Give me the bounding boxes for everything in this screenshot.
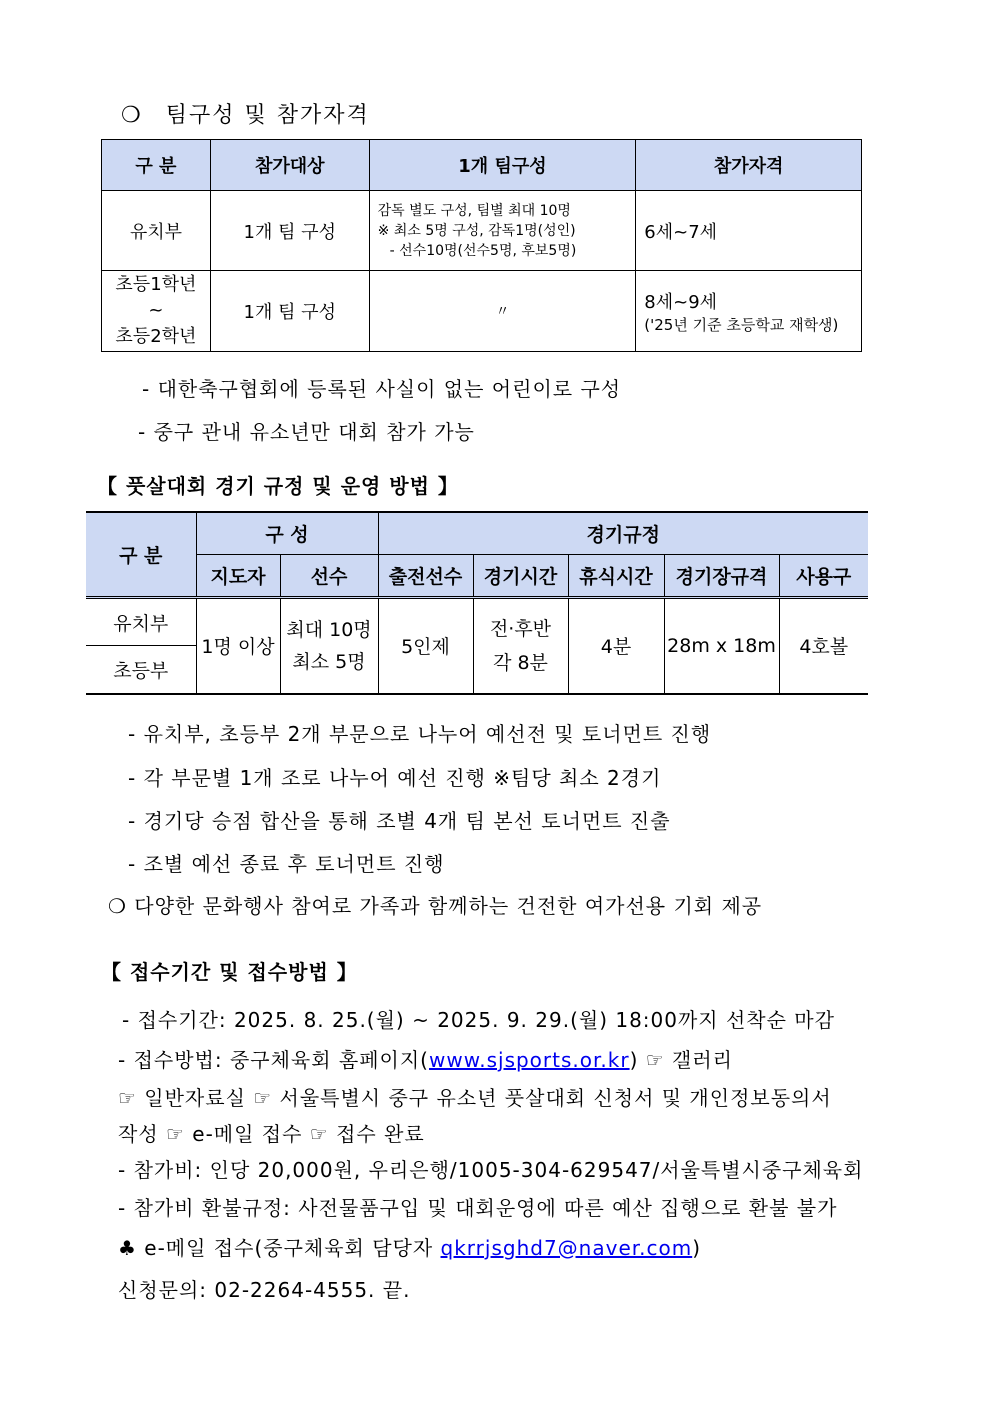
category-line: 초등2학년 [115, 326, 197, 347]
category-cell [102, 271, 211, 352]
rule-note: - 유치부, 초등부 2개 부문으로 나누어 예선전 및 토너먼트 진행 [128, 722, 712, 746]
refund-line: - 참가비 환불규정: 사전물품구입 및 대회운영에 따른 예산 집행으로 환불 불가 [118, 1196, 838, 1220]
team-line: ※ 최소 5명 구성, 감독1명(성인) [377, 222, 576, 239]
header-group-rules: 경기규정 [378, 512, 868, 555]
category-cell: 유치부 [86, 598, 196, 646]
subheader-coach: 지도자 [196, 555, 280, 598]
subheader-ball: 사용구 [779, 555, 868, 598]
email-prefix: ♣ e-메일 접수(중구체육회 담당자 [118, 1236, 441, 1260]
team-line: 감독 별도 구성, 팀별 최대 10명 [377, 202, 571, 219]
header-category: 구 분 [102, 140, 211, 191]
rule-note: - 경기당 승점 합산을 통해 조별 4개 팀 본선 토너먼트 진출 [128, 809, 671, 833]
culture-note: ❍ 다양한 문화행사 참여로 가족과 함께하는 건전한 여가선용 기회 제공 [108, 894, 763, 918]
team-composition-table [101, 139, 862, 352]
time-line: 각 8분 [493, 651, 548, 674]
section3-heading: 【 접수기간 및 접수방법 】 [101, 960, 358, 984]
team-line: - 선수10명(선수5명, 후보5명) [389, 242, 577, 259]
period-line: - 접수기간: 2025. 8. 25.(월) ~ 2025. 9. 29.(월) 18:00까지 선착순 마감 [122, 1008, 835, 1032]
email-suffix: ) [692, 1236, 702, 1260]
subheader-players: 선수 [280, 555, 378, 598]
qualification-cell [636, 271, 862, 352]
category-cell: 유치부 [102, 191, 211, 271]
table-header-row [102, 140, 862, 191]
table-row [102, 191, 862, 271]
inquiry-line: 신청문의: 02-2264-4555. 끝. [118, 1278, 411, 1302]
rules-table [86, 511, 868, 695]
fee-line: - 참가비: 인당 20,000원, 우리은행/1005-304-629547/서울특별시중구체육회 [118, 1158, 864, 1182]
rule-note: - 조별 예선 종료 후 토너먼트 진행 [128, 852, 445, 876]
header-qualification: 참가자격 [636, 140, 862, 191]
email-link[interactable]: qkrrjsghd7@naver.com [440, 1236, 693, 1260]
time-cell [473, 598, 568, 694]
header-group-composition: 구 성 [196, 512, 378, 555]
category-line: ~ [148, 300, 164, 321]
section1-heading-text: 팀구성 및 참가자격 [165, 103, 370, 128]
section2-heading: 【 풋살대회 경기 규정 및 운영 방법 】 [97, 474, 459, 498]
table-row [86, 598, 868, 646]
email-line [118, 1232, 701, 1261]
subheader-starters: 출전선수 [378, 555, 473, 598]
team-cell: 〃 [369, 271, 636, 352]
section1-heading [121, 98, 370, 129]
header-team: 1개 팀구성 [369, 140, 636, 191]
method-line-2: ☞ 일반자료실 ☞ 서울특별시 중구 유소년 풋살대회 신청서 및 개인정보동의서 [118, 1086, 832, 1110]
players-line: 최대 10명 [286, 618, 372, 641]
homepage-link[interactable]: www.sjsports.or.kr [429, 1048, 630, 1072]
table-header-row [86, 512, 868, 555]
subheader-time: 경기시간 [473, 555, 568, 598]
target-cell: 1개 팀 구성 [210, 191, 369, 271]
qualification-cell: 6세~7세 [636, 191, 862, 271]
qualification-line: 8세~9세 [644, 291, 718, 313]
subheader-field: 경기장규격 [664, 555, 779, 598]
team-cell [369, 191, 636, 271]
players-line: 최소 5명 [292, 650, 366, 673]
rest-cell: 4분 [568, 598, 664, 694]
table-subheader-row [86, 555, 868, 598]
method-suffix: ) ☞ 갤러리 [629, 1048, 733, 1072]
table-row [102, 271, 862, 352]
subheader-rest: 휴식시간 [568, 555, 664, 598]
field-cell: 28m x 18m [664, 598, 779, 694]
ball-cell: 4호볼 [779, 598, 868, 694]
players-cell [280, 598, 378, 694]
coach-cell: 1명 이상 [196, 598, 280, 694]
rule-note: - 각 부문별 1개 조로 나누어 예선 진행 ※팀당 최소 2경기 [128, 766, 662, 790]
header-target: 참가대상 [210, 140, 369, 191]
header-corner: 구 분 [86, 512, 196, 598]
circle-bullet-icon: ❍ [121, 103, 143, 128]
method-line [118, 1044, 733, 1073]
qualification-line: ('25년 기준 초등학교 재학생) [644, 315, 839, 334]
category-cell: 초등부 [86, 646, 196, 694]
note-line: - 대한축구협회에 등록된 사실이 없는 어린이로 구성 [142, 377, 622, 401]
category-line: 초등1학년 [115, 274, 197, 295]
target-cell: 1개 팀 구성 [210, 271, 369, 352]
method-prefix: - 접수방법: 중구체육회 홈페이지( [118, 1048, 429, 1072]
starters-cell: 5인제 [378, 598, 473, 694]
note-line: - 중구 관내 유소년만 대회 참가 가능 [138, 420, 475, 444]
time-line: 전·후반 [489, 617, 552, 640]
method-line-3: 작성 ☞ e-메일 접수 ☞ 접수 완료 [118, 1122, 425, 1146]
